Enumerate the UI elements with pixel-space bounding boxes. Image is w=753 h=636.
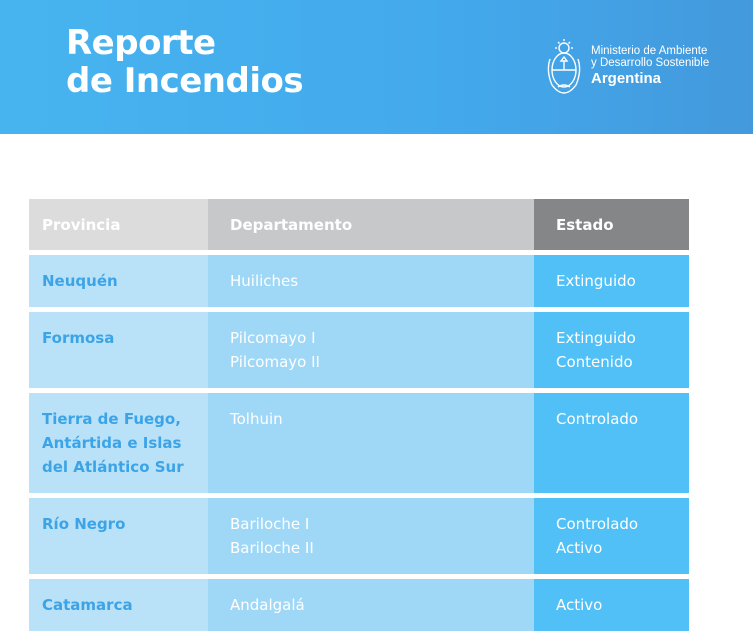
- ministry-line-1: Ministerio de Ambiente: [591, 45, 708, 57]
- estado-text: Activo: [556, 596, 603, 614]
- provincia-text: Formosa: [42, 329, 115, 347]
- cell-departamento: [208, 255, 534, 307]
- estado-text: Extinguido: [556, 329, 636, 347]
- fire-report-table: [29, 194, 689, 636]
- column-header-provincia: Provincia: [29, 199, 208, 250]
- provincia-text: Neuquén: [42, 272, 118, 290]
- departamento-text: Bariloche I: [230, 515, 310, 533]
- title-line-2: de Incendios: [66, 61, 304, 101]
- provincia-text: Río Negro: [42, 515, 126, 533]
- header-banner: [0, 0, 753, 134]
- provincia-text: Catamarca: [42, 596, 133, 614]
- provincia-text: Tierra de Fuego,: [42, 410, 181, 428]
- departamento-text: Bariloche II: [230, 539, 314, 557]
- table-row: [29, 579, 689, 631]
- departamento-text: Pilcomayo II: [230, 353, 320, 371]
- estado-text: Contenido: [556, 353, 633, 371]
- title-line-1: Reporte: [66, 23, 216, 63]
- cell-departamento: [208, 312, 534, 388]
- cell-departamento: [208, 393, 534, 493]
- cell-provincia: [29, 498, 208, 574]
- ministry-name: [591, 45, 709, 89]
- departamento-text: Tolhuin: [230, 410, 283, 428]
- estado-text: Controlado: [556, 515, 639, 533]
- cell-departamento: [208, 579, 534, 631]
- estado-text: Activo: [556, 539, 603, 557]
- cell-estado: [534, 498, 689, 574]
- cell-departamento: [208, 498, 534, 574]
- departamento-text: Pilcomayo I: [230, 329, 316, 347]
- provincia-text: Antártida e Islas: [42, 434, 182, 452]
- cell-provincia: [29, 579, 208, 631]
- ministry-line-2: y Desarrollo Sostenible: [591, 57, 710, 69]
- page-title: [66, 24, 303, 100]
- ministry-country: Argentina: [591, 70, 662, 87]
- estado-text: Controlado: [556, 410, 639, 428]
- cell-estado: [534, 312, 689, 388]
- argentina-coat-of-arms-icon: [544, 37, 584, 97]
- table-header-row: [29, 199, 689, 250]
- table-row: [29, 312, 689, 388]
- table-row: [29, 393, 689, 493]
- table-row: [29, 255, 689, 307]
- cell-estado: [534, 393, 689, 493]
- provincia-text: del Atlántico Sur: [42, 458, 184, 476]
- cell-provincia: [29, 393, 208, 493]
- column-header-estado: Estado: [534, 199, 689, 250]
- departamento-text: Huiliches: [230, 272, 299, 290]
- estado-text: Extinguido: [556, 272, 636, 290]
- table-row: [29, 498, 689, 574]
- ministry-logo: [544, 37, 734, 97]
- cell-estado: [534, 579, 689, 631]
- cell-provincia: [29, 312, 208, 388]
- cell-provincia: [29, 255, 208, 307]
- column-header-departamento: Departamento: [208, 199, 534, 250]
- departamento-text: Andalgalá: [230, 596, 305, 614]
- cell-estado: [534, 255, 689, 307]
